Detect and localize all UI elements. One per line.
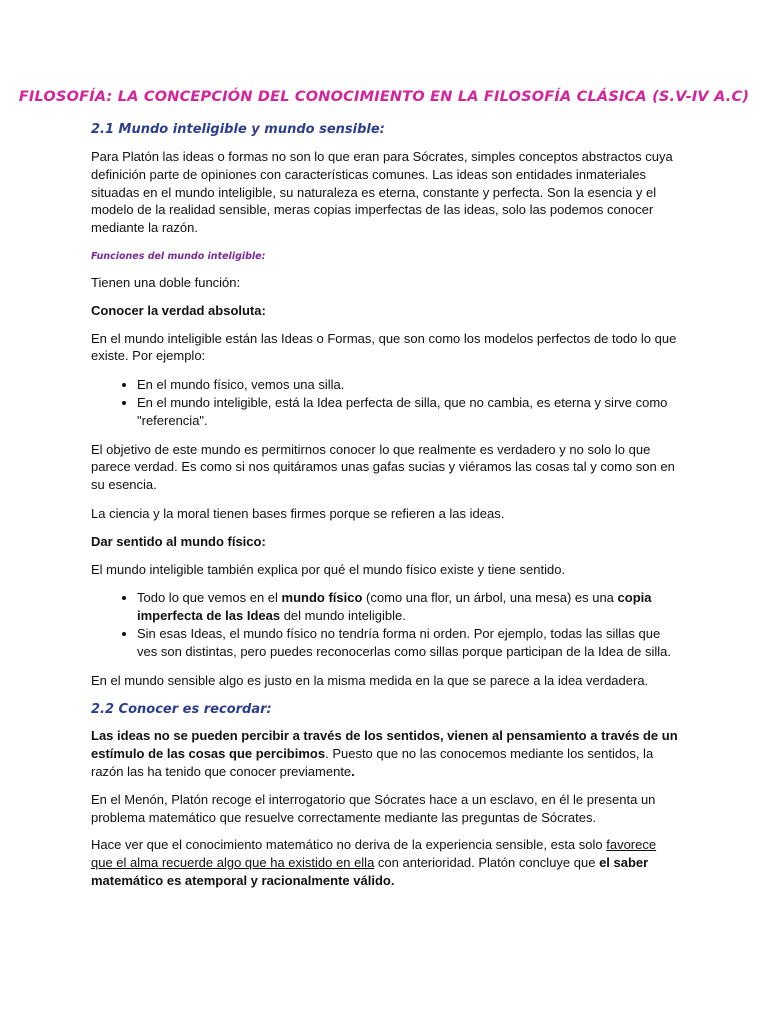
paragraph-intro: Para Platón las ideas o formas no son lo que eran para Sócrates, simples conceptos abstractos cuya definición parte de opiniones con características comunes. Las ideas son entidades inmateriales situadas en el mundo inteligible, su naturaleza es eterna, constante y perfecta. Son la esencia y el modelo de la realidad sensible, meras copias imperfectas de las ideas, solo las podemos conocer mediante la razón. <box>91 149 673 236</box>
text-run-bold: copia imperfecta de las Ideas <box>137 590 652 624</box>
paragraph-math <box>91 836 681 889</box>
text-run-bold: Las ideas no se pueden percibir a través de los sentidos, vienen al pensamiento a través de un estímulo de las cosas que percibimos <box>91 728 678 762</box>
paragraph-objective: El objetivo de este mundo es permitirnos conocer lo que realmente es verdadero y no solo lo que parece verdad. Es como si nos quitáramos unas gafas sucias y viéramos las cosas tal y como son en su esencia. <box>91 441 675 493</box>
text-run: Hace ver que el conocimiento matemático no deriva de la experiencia sensible, esta solo <box>91 837 607 853</box>
function1-title: Conocer la verdad absoluta: <box>91 302 266 318</box>
list-item <box>137 589 681 625</box>
section-heading-2-1: 2.1 Mundo inteligible y mundo sensible: <box>91 122 385 137</box>
text-run-bold: el saber matemático es atemporal y racionalmente válido. <box>91 855 649 888</box>
paragraph-function2: El mundo inteligible también explica por qué el mundo físico existe y tiene sentido. <box>91 561 566 577</box>
list-item: • En el mundo inteligible, está la Idea perfecta de silla, que no cambia, es eterna y sirve como "referencia". <box>137 394 681 430</box>
subheading-functions: Funciones del mundo inteligible: <box>91 250 266 262</box>
text-run-bold: . <box>351 763 355 779</box>
text-run: (como una flor, un árbol, una mesa) es una <box>362 590 618 606</box>
paragraph-closing: En el mundo sensible algo es justo en la misma medida en la que se parece a la idea verdadera. <box>91 672 649 688</box>
paragraph-science: La ciencia y la moral tienen bases firmes porque se refieren a las ideas. <box>91 505 505 521</box>
text-run: del mundo inteligible. <box>280 608 406 624</box>
paragraph-menon: En el Menón, Platón recoge el interrogatorio que Sócrates hace a un esclavo, en él le presenta un problema matemático que resuelve correctamente mediante las preguntas de Sócrates. <box>91 791 656 825</box>
text-run: con anterioridad. Platón concluye que <box>374 855 600 871</box>
document-title: FILOSOFÍA: LA CONCEPCIÓN DEL CONOCIMIENTO EN LA FILOSOFÍA CLÁSICA (S.V-IV A.C) <box>18 89 750 105</box>
list-item: • En el mundo físico, vemos una silla. <box>137 376 681 394</box>
function2-title: Dar sentido al mundo físico: <box>91 533 266 549</box>
document-body <box>91 122 681 890</box>
text-run: . Puesto que no las conocemos mediante los sentidos, la razón las ha tenido que conocer previamente <box>91 746 654 779</box>
paragraph-function1: En el mundo inteligible están las Ideas o Formas, que son como los modelos perfectos de todo lo que existe. Por ejemplo: <box>91 330 677 364</box>
paragraph-senses <box>91 727 681 780</box>
paragraph-double-function: Tienen una doble función: <box>91 274 241 290</box>
section-heading-2-2: 2.2 Conocer es recordar: <box>91 702 272 718</box>
text-run-bold: mundo físico <box>281 590 363 606</box>
function1-list <box>91 376 681 429</box>
list-item: • Sin esas Ideas, el mundo físico no tendría forma ni orden. Por ejemplo, todas las sillas que ves son distintas, pero puedes reconocerlas como sillas porque participan de la Idea de silla. <box>137 625 681 661</box>
function2-list <box>91 589 681 660</box>
text-run: Todo lo que vemos en el <box>137 590 282 606</box>
text-run-underlined: favorece que el alma recuerde algo que ha existido en ella <box>91 837 657 871</box>
